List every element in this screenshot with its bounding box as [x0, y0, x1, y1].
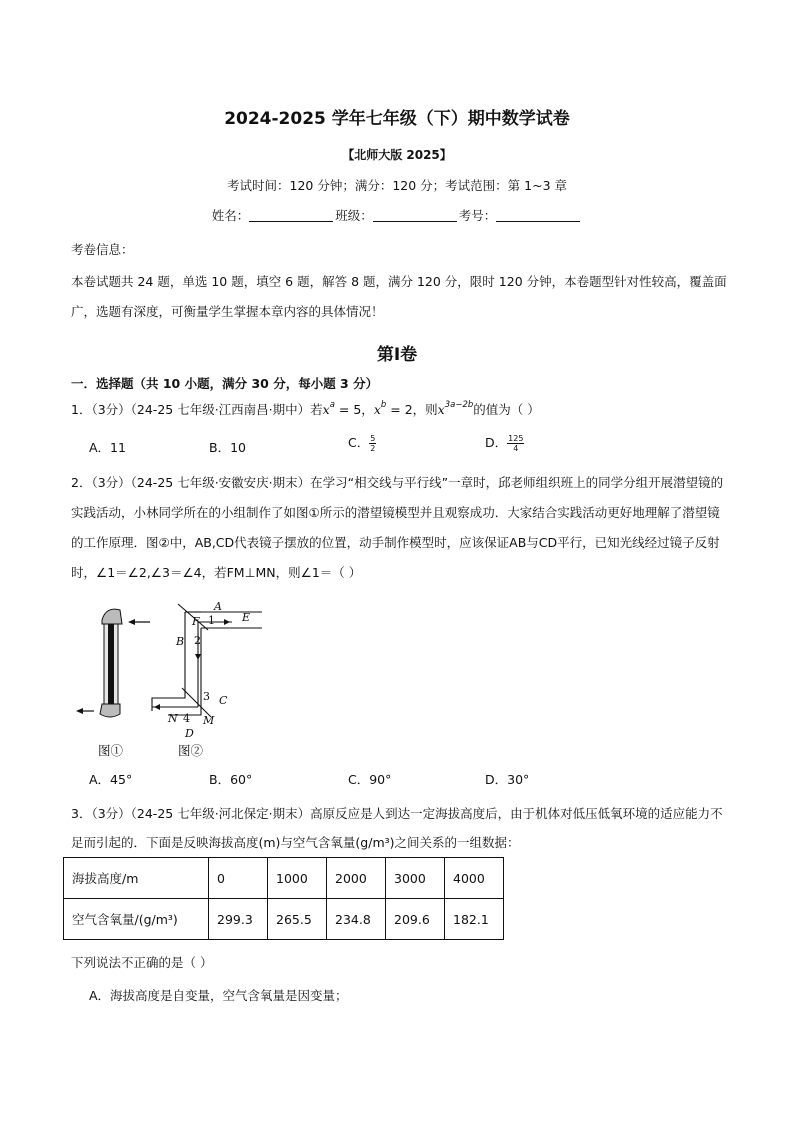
number-blank: [496, 208, 580, 222]
question-1: [71, 400, 540, 418]
question-3-text: 3．（3分）（24-25 七年级·河北保定·期末）高原反应是人到达一定海拔高度后，由于机体对低压低氧环境的适应能力不足而引起的．下面是反映海拔高度(m)与空气含氧量(g/m³)之间关系的一组数据：: [71, 806, 723, 850]
q1-cond2-base: x: [373, 402, 381, 417]
altitude-oxygen-table: [63, 857, 504, 940]
q2-option-c[interactable]: C．90°: [348, 772, 392, 787]
q1-cond1-base: x: [322, 402, 330, 417]
table-cell: 2000: [327, 858, 386, 899]
q1-suffix: 的值为（ ）: [473, 402, 540, 417]
label-b: B: [176, 635, 185, 648]
table-cell: 209.6: [386, 899, 445, 940]
label-d: D: [185, 727, 194, 740]
q1-option-b[interactable]: B．10: [209, 440, 246, 455]
name-label: 姓名：: [211, 208, 250, 223]
number-label: 考号：: [458, 208, 497, 223]
label-e: E: [242, 611, 251, 624]
table-cell: 265.5: [268, 899, 327, 940]
class-blank: [373, 208, 457, 222]
q1-option-a[interactable]: A．11: [89, 440, 126, 455]
q3-question: 下列说法不正确的是（ ）: [71, 955, 213, 970]
intro-heading: 考卷信息：: [71, 242, 134, 257]
exam-info: 考试时间：120 分钟；满分：120 分；考试范围：第 1~3 章: [227, 178, 567, 193]
label-n: N: [168, 712, 178, 725]
table-cell: 182.1: [445, 899, 504, 940]
q1-expr-exp: 3a−2b: [444, 400, 474, 410]
q1-cond2-exp: b: [380, 400, 387, 410]
label-angle-2: 2: [194, 634, 201, 647]
label-f: F: [192, 615, 200, 628]
label-a: A: [214, 600, 222, 613]
q1-expr-base: x: [437, 402, 445, 417]
edition-subtitle: 【北师大版 2025】: [342, 148, 452, 162]
table-header-altitude: 海拔高度/m: [64, 858, 209, 899]
q1-cond2-val: = 2，则: [386, 402, 438, 417]
q1-cond1-val: = 5，: [334, 402, 374, 417]
table-cell: 3000: [386, 858, 445, 899]
table-row: [64, 899, 504, 940]
name-blank: [249, 208, 333, 222]
q1-option-d-fraction: [507, 434, 524, 453]
q1-option-d-label: D．: [485, 435, 508, 450]
label-c: C: [219, 694, 228, 707]
q1-option-d[interactable]: [485, 433, 524, 453]
table-cell: 1000: [268, 858, 327, 899]
table-cell: 299.3: [209, 899, 268, 940]
label-angle-1: 1: [208, 614, 215, 627]
q1-option-c-fraction: [369, 434, 376, 453]
q1-c-denominator: 2: [370, 444, 376, 453]
q1-prefix: 1．（3分）（24-25 七年级·江西南昌·期中）若: [71, 402, 323, 417]
q2-option-a[interactable]: A．45°: [89, 772, 133, 787]
q1-d-denominator: 4: [513, 444, 519, 453]
fig1-caption: 图①: [98, 743, 124, 758]
q1-d-numerator: 125: [508, 434, 524, 443]
table-cell: 4000: [445, 858, 504, 899]
table-cell: 234.8: [327, 899, 386, 940]
periscope-model-figure: [76, 609, 150, 717]
label-m: M: [203, 714, 215, 727]
q3-option-a[interactable]: A．海拔高度是自变量，空气含氧量是因变量；: [89, 988, 348, 1003]
fig2-caption: 图②: [178, 743, 204, 758]
question-2-text: 2．（3分）（24-25 七年级·安徽安庆·期末）在学习“相交线与平行线”一章时，邱老师组织班上的同学分组开展潜望镜的实践活动，小林同学所在的小组制作了如图①所示的潜望镜模型并且观察成功．大家结合实践活动更好地理解了潜望镜的工作原理．图②中，AB,CD代表镜子摆放的位置，动手制作模型时，应该保证AB与CD平行，已知光线经过镜子反射时，∠1＝∠2,∠3＝∠4，若FM⊥MN，则∠1＝（ ）: [71, 475, 724, 580]
table-row: [64, 858, 504, 899]
label-angle-4: 4: [183, 712, 190, 725]
q1-cond1-exp: a: [329, 400, 335, 410]
table-header-oxygen: 空气含氧量/(g/m³): [64, 899, 209, 940]
q2-option-d[interactable]: D．30°: [485, 772, 530, 787]
periscope-figures: [70, 600, 280, 765]
q1-option-c-label: C．: [348, 435, 370, 450]
student-info-row: [0, 206, 794, 224]
section-title: 一．选择题（共 10 小题，满分 30 分，每小题 3 分）: [71, 376, 379, 391]
volume-title: 第Ⅰ卷: [376, 345, 418, 365]
table-cell: 0: [209, 858, 268, 899]
label-angle-3: 3: [203, 690, 210, 703]
q1-c-numerator: 5: [370, 434, 376, 443]
page-title: 2024-2025 学年七年级（下）期中数学试卷: [224, 109, 570, 129]
class-label: 班级：: [335, 208, 373, 223]
q2-option-b[interactable]: B．60°: [209, 772, 253, 787]
q1-option-c[interactable]: [348, 433, 376, 453]
intro-body: 本卷试题共 24 题，单选 10 题，填空 6 题，解答 8 题，满分 120 分，限时 120 分钟，本卷题型针对性较高，覆盖面广，选题有深度，可衡量学生掌握本章内容的具体情况！: [71, 274, 727, 319]
